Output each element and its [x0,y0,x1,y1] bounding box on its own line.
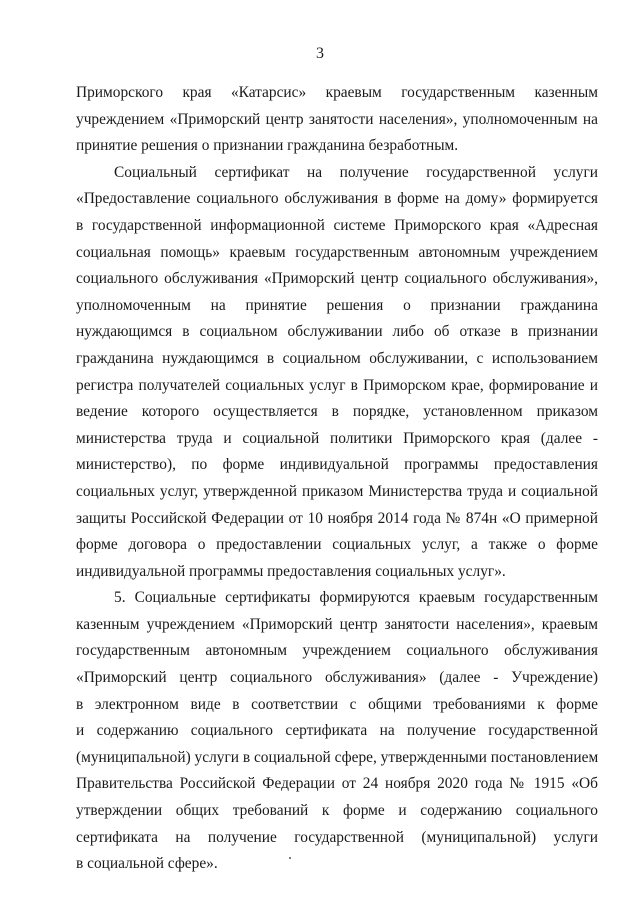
paragraph-item-5-certificates-formation [76,585,598,878]
text-line: сертификата на получение государственной (муниципальной) услуги [76,828,598,846]
text-line: утверждении общих требований к форме и содержанию социального [76,802,598,820]
text-line: индивидуальной программы предоставления социальных услуг». [76,562,506,580]
text-line: принятие решения о признании гражданина безработным. [76,137,459,155]
text-line: «Приморский центр социального обслуживания» (далее - Учреждение) [76,669,598,687]
text-line: социальных услуг, утвержденной приказом Министерства труда и социальной [76,482,598,500]
text-line: в социальной сфере». [76,855,218,873]
text-line: 5. Социальные сертификаты формируются краевым государственным [114,589,598,607]
text-line: государственным автономным учреждением социального обслуживания [76,642,598,660]
text-line: в электронном виде в соответствии с общими требованиями к форме [76,695,598,713]
text-line: министерства труда и социальной политики Приморского края (далее - [76,429,598,447]
text-line: регистра получателей социальных услуг в Приморском крае, формирование и [76,376,598,394]
paragraph-social-certificate-home-service [76,160,598,586]
document-body [76,80,598,878]
text-line: социальная помощь» краевым государственным автономным учреждением [76,243,598,261]
text-line: нуждающимся в социальном обслуживании либо об отказе в признании [76,323,598,341]
paragraph-continuation [76,80,598,160]
text-line: форме договора о предоставлении социальных услуг, а также о форме [76,536,598,554]
text-line: Приморского края «Катарсис» краевым государственным казенным [76,84,598,101]
text-line: в государственной информационной системе Приморского края «Адресная [76,216,598,234]
text-line: социального обслуживания «Приморский центр социального обслуживания», [76,270,598,288]
page-number: 3 [316,45,324,62]
text-line: Социальный сертификат на получение государственной услуги [114,163,598,181]
text-line: «Предоставление социального обслуживания в форме на дому» формируется [76,190,598,208]
text-line: уполномоченным на принятие решения о признании гражданина [76,296,598,314]
text-line: Правительства Российской Федерации от 24 ноября 2020 года № 1915 «Об [76,775,598,793]
scan-speck [289,857,291,859]
text-line: (муниципальной) услуги в социальной сфере, утвержденными постановлением [76,748,599,766]
text-line: гражданина нуждающимся в социальном обслуживании, с использованием [76,349,598,367]
text-line: министерство), по форме индивидуальной программы предоставления [76,456,598,474]
text-line: учреждением «Приморский центр занятости населения», уполномоченным на [76,110,598,128]
text-line: защиты Российской Федерации от 10 ноября 2014 года № 874н «О примерной [76,509,598,527]
text-line: и содержанию социального сертификата на получение государственной [76,722,598,740]
text-line: ведение которого осуществляется в порядке, установленном приказом [76,403,598,421]
text-line: казенным учреждением «Приморский центр занятости населения», краевым [76,615,598,633]
